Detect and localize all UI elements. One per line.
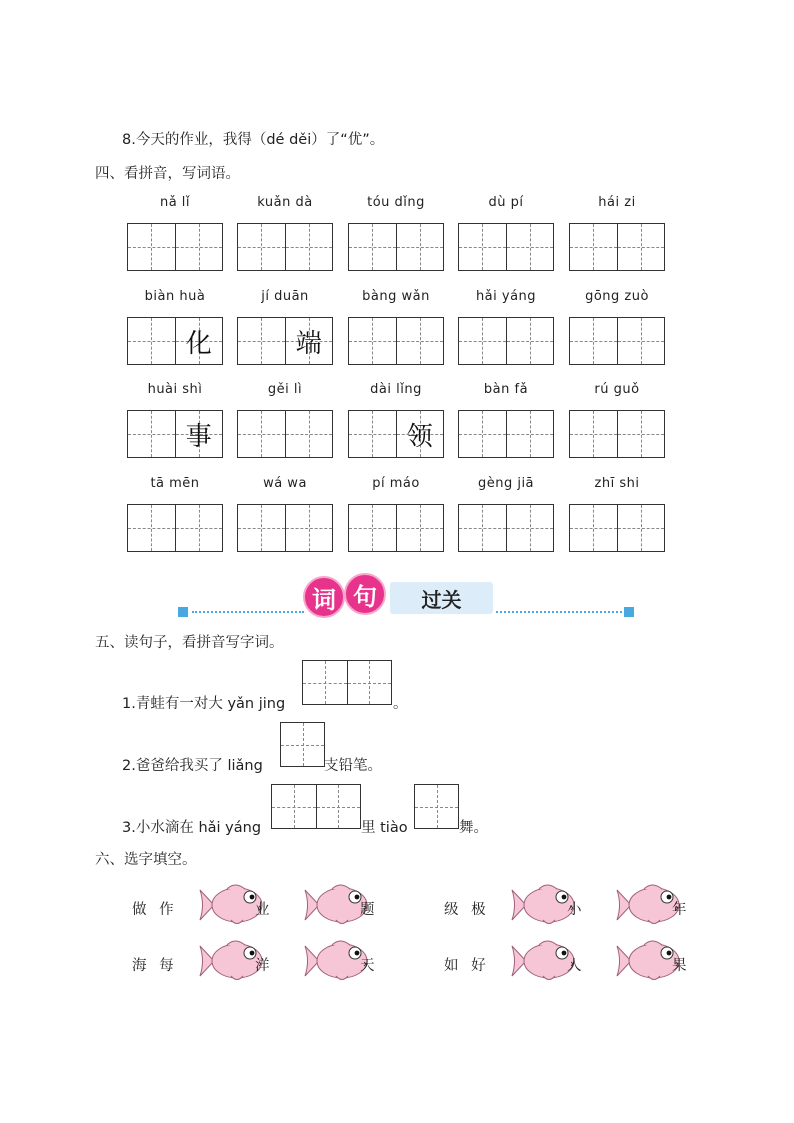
grid-char: [286, 505, 333, 551]
pinyin-label: hái zi: [598, 195, 636, 210]
pinyin-label: pí máo: [372, 476, 420, 491]
writing-grid-box[interactable]: [458, 410, 554, 458]
grid-cell[interactable]: [285, 224, 333, 270]
grid-cell[interactable]: [285, 505, 333, 551]
grid-cell[interactable]: [285, 318, 333, 364]
grid-cell[interactable]: [570, 505, 617, 551]
pinyin-label: kuǎn dà: [257, 195, 313, 210]
sentence-3-end: 舞。: [459, 820, 488, 836]
blank-suffix-char: 人: [567, 958, 582, 974]
sentence-2-answer-box[interactable]: [280, 722, 325, 767]
grid-cell[interactable]: [128, 411, 175, 457]
grid-cell[interactable]: [175, 505, 223, 551]
pinyin-label: gèng jiā: [477, 476, 535, 491]
section-5-heading: 五、读句子，看拼音写字词。: [95, 635, 284, 651]
grid-cell[interactable]: [238, 505, 285, 551]
grid-cell[interactable]: [238, 224, 285, 270]
grid-cell[interactable]: [506, 411, 554, 457]
grid-char: [397, 318, 444, 364]
grid-char: [618, 505, 665, 551]
writing-grid-box[interactable]: [348, 223, 444, 271]
writing-grid-box[interactable]: [237, 410, 333, 458]
sentence-3-middle: 里 tiào: [361, 820, 408, 836]
grid-char: [570, 505, 617, 551]
grid-cell[interactable]: [349, 411, 396, 457]
grid-char: [570, 224, 617, 270]
banner-left-square: [178, 607, 188, 617]
grid-char: [238, 318, 285, 364]
blank-suffix-char: 洋: [255, 958, 270, 974]
pinyin-label: tóu dǐng: [367, 195, 425, 210]
grid-char: [459, 505, 506, 551]
grid-cell[interactable]: [349, 505, 396, 551]
writing-grid-box[interactable]: [237, 504, 333, 552]
sentence-3-answer-box-1[interactable]: [271, 784, 361, 829]
pinyin-label: zhī shi: [594, 476, 640, 491]
grid-cell[interactable]: [570, 411, 617, 457]
grid-cell[interactable]: [396, 505, 444, 551]
sentence-1-answer-box[interactable]: [302, 660, 392, 705]
grid-cell[interactable]: [396, 224, 444, 270]
sentence-2-end: 支铅笔。: [324, 758, 382, 774]
writing-grid-box[interactable]: [458, 317, 554, 365]
grid-char: [397, 505, 444, 551]
grid-cell[interactable]: [459, 411, 506, 457]
grid-cell[interactable]: [396, 411, 444, 457]
writing-grid-box[interactable]: [458, 504, 554, 552]
grid-char: [507, 224, 554, 270]
grid-cell[interactable]: [617, 318, 665, 364]
grid-cell[interactable]: [459, 318, 506, 364]
grid-char: [349, 224, 396, 270]
grid-char: [570, 318, 617, 364]
grid-cell[interactable]: [238, 411, 285, 457]
writing-grid-box[interactable]: [569, 504, 665, 552]
writing-grid-box[interactable]: [237, 317, 333, 365]
grid-char: [176, 505, 223, 551]
grid-char: [618, 224, 665, 270]
grid-cell[interactable]: [349, 318, 396, 364]
grid-cell[interactable]: [617, 411, 665, 457]
pinyin-label: dài lǐng: [370, 382, 422, 397]
grid-char: [286, 224, 333, 270]
blank-suffix-char: 年: [672, 902, 687, 918]
grid-cell[interactable]: [349, 224, 396, 270]
grid-char: [507, 318, 554, 364]
writing-grid-box[interactable]: [569, 317, 665, 365]
banner-right-dots: [496, 611, 622, 613]
grid-char: 事: [185, 421, 212, 452]
grid-char: [397, 224, 444, 270]
writing-grid-box[interactable]: [127, 504, 223, 552]
section-6-heading: 六、选字填空。: [95, 852, 197, 868]
banner-left-dots: [192, 611, 304, 613]
grid-cell[interactable]: [617, 224, 665, 270]
pinyin-label: bàn fǎ: [483, 382, 529, 397]
grid-cell[interactable]: [570, 224, 617, 270]
writing-grid-box[interactable]: [348, 504, 444, 552]
pinyin-label: tā mēn: [150, 476, 200, 491]
grid-cell[interactable]: [128, 318, 175, 364]
blank-suffix-char: 小: [567, 902, 582, 918]
pinyin-label: jí duān: [261, 289, 309, 304]
banner-char-1: 词: [303, 576, 345, 618]
choice-characters: 如 好: [444, 958, 486, 974]
choice-characters: 做 作: [132, 902, 174, 918]
grid-cell[interactable]: [506, 224, 554, 270]
grid-char: [238, 505, 285, 551]
blank-suffix-char: 果: [672, 958, 687, 974]
grid-cell[interactable]: [285, 411, 333, 457]
grid-cell[interactable]: [175, 411, 223, 457]
grid-cell[interactable]: [238, 318, 285, 364]
grid-char: [128, 318, 175, 364]
grid-char: 化: [185, 328, 212, 359]
pinyin-label: wá wa: [263, 476, 307, 491]
grid-char: [349, 411, 396, 457]
grid-cell[interactable]: [175, 318, 223, 364]
grid-char: [176, 224, 223, 270]
grid-char: [286, 411, 333, 457]
writing-grid-box[interactable]: [348, 410, 444, 458]
banner-right-square: [624, 607, 634, 617]
writing-grid-box[interactable]: [569, 223, 665, 271]
question-8-text: 8.今天的作业，我得（dé děi）了“优”。: [122, 132, 385, 148]
grid-cell[interactable]: [175, 224, 223, 270]
writing-grid-box[interactable]: [237, 223, 333, 271]
grid-cell[interactable]: [128, 505, 175, 551]
writing-grid-box[interactable]: [127, 410, 223, 458]
writing-grid-box[interactable]: [127, 317, 223, 365]
grid-char: [618, 411, 665, 457]
grid-char: [618, 318, 665, 364]
grid-char: [128, 224, 175, 270]
grid-cell[interactable]: [506, 505, 554, 551]
pinyin-label: dù pí: [488, 195, 524, 210]
grid-char: [570, 411, 617, 457]
grid-char: [459, 318, 506, 364]
grid-char: [128, 505, 175, 551]
pinyin-label: hǎi yáng: [475, 289, 537, 304]
grid-char: 领: [406, 421, 433, 452]
grid-char: [238, 224, 285, 270]
grid-char: [507, 411, 554, 457]
blank-suffix-char: 题: [360, 902, 375, 918]
sentence-1-end: 。: [393, 696, 408, 712]
sentence-1-text: 1.青蛙有一对大 yǎn jing: [122, 696, 286, 712]
writing-grid-box[interactable]: [348, 317, 444, 365]
banner-char-2: 句: [344, 573, 386, 615]
grid-char: [349, 505, 396, 551]
blank-suffix-char: 业: [255, 902, 270, 918]
grid-cell[interactable]: [506, 318, 554, 364]
grid-char: [128, 411, 175, 457]
pinyin-label: biàn huà: [144, 289, 206, 304]
grid-char: [459, 224, 506, 270]
grid-char: [507, 505, 554, 551]
pinyin-label: rú guǒ: [594, 382, 640, 397]
pinyin-label: gěi lì: [267, 382, 303, 397]
pinyin-label: gōng zuò: [585, 289, 649, 304]
sentence-3-text: 3.小水滴在 hǎi yáng: [122, 820, 262, 836]
grid-cell[interactable]: [128, 224, 175, 270]
pinyin-label: bàng wǎn: [362, 289, 430, 304]
pinyin-label: nǎ lǐ: [159, 195, 191, 210]
grid-cell[interactable]: [396, 318, 444, 364]
choice-characters: 级 极: [444, 902, 486, 918]
grid-cell[interactable]: [617, 505, 665, 551]
writing-grid-box[interactable]: [569, 410, 665, 458]
writing-grid-box[interactable]: [458, 223, 554, 271]
grid-cell[interactable]: [570, 318, 617, 364]
pinyin-label: huài shì: [147, 382, 203, 397]
grid-char: [238, 411, 285, 457]
grid-cell[interactable]: [459, 505, 506, 551]
section-4-heading: 四、看拼音，写词语。: [95, 166, 240, 182]
sentence-3-answer-box-2[interactable]: [414, 784, 459, 829]
blank-suffix-char: 天: [360, 958, 375, 974]
choice-characters: 海 每: [132, 958, 174, 974]
grid-char: [459, 411, 506, 457]
grid-cell[interactable]: [459, 224, 506, 270]
grid-char: [349, 318, 396, 364]
banner-tab: 过关: [390, 582, 493, 614]
grid-char: 端: [295, 328, 322, 359]
sentence-2-text: 2.爸爸给我买了 liǎng: [122, 758, 263, 774]
writing-grid-box[interactable]: [127, 223, 223, 271]
